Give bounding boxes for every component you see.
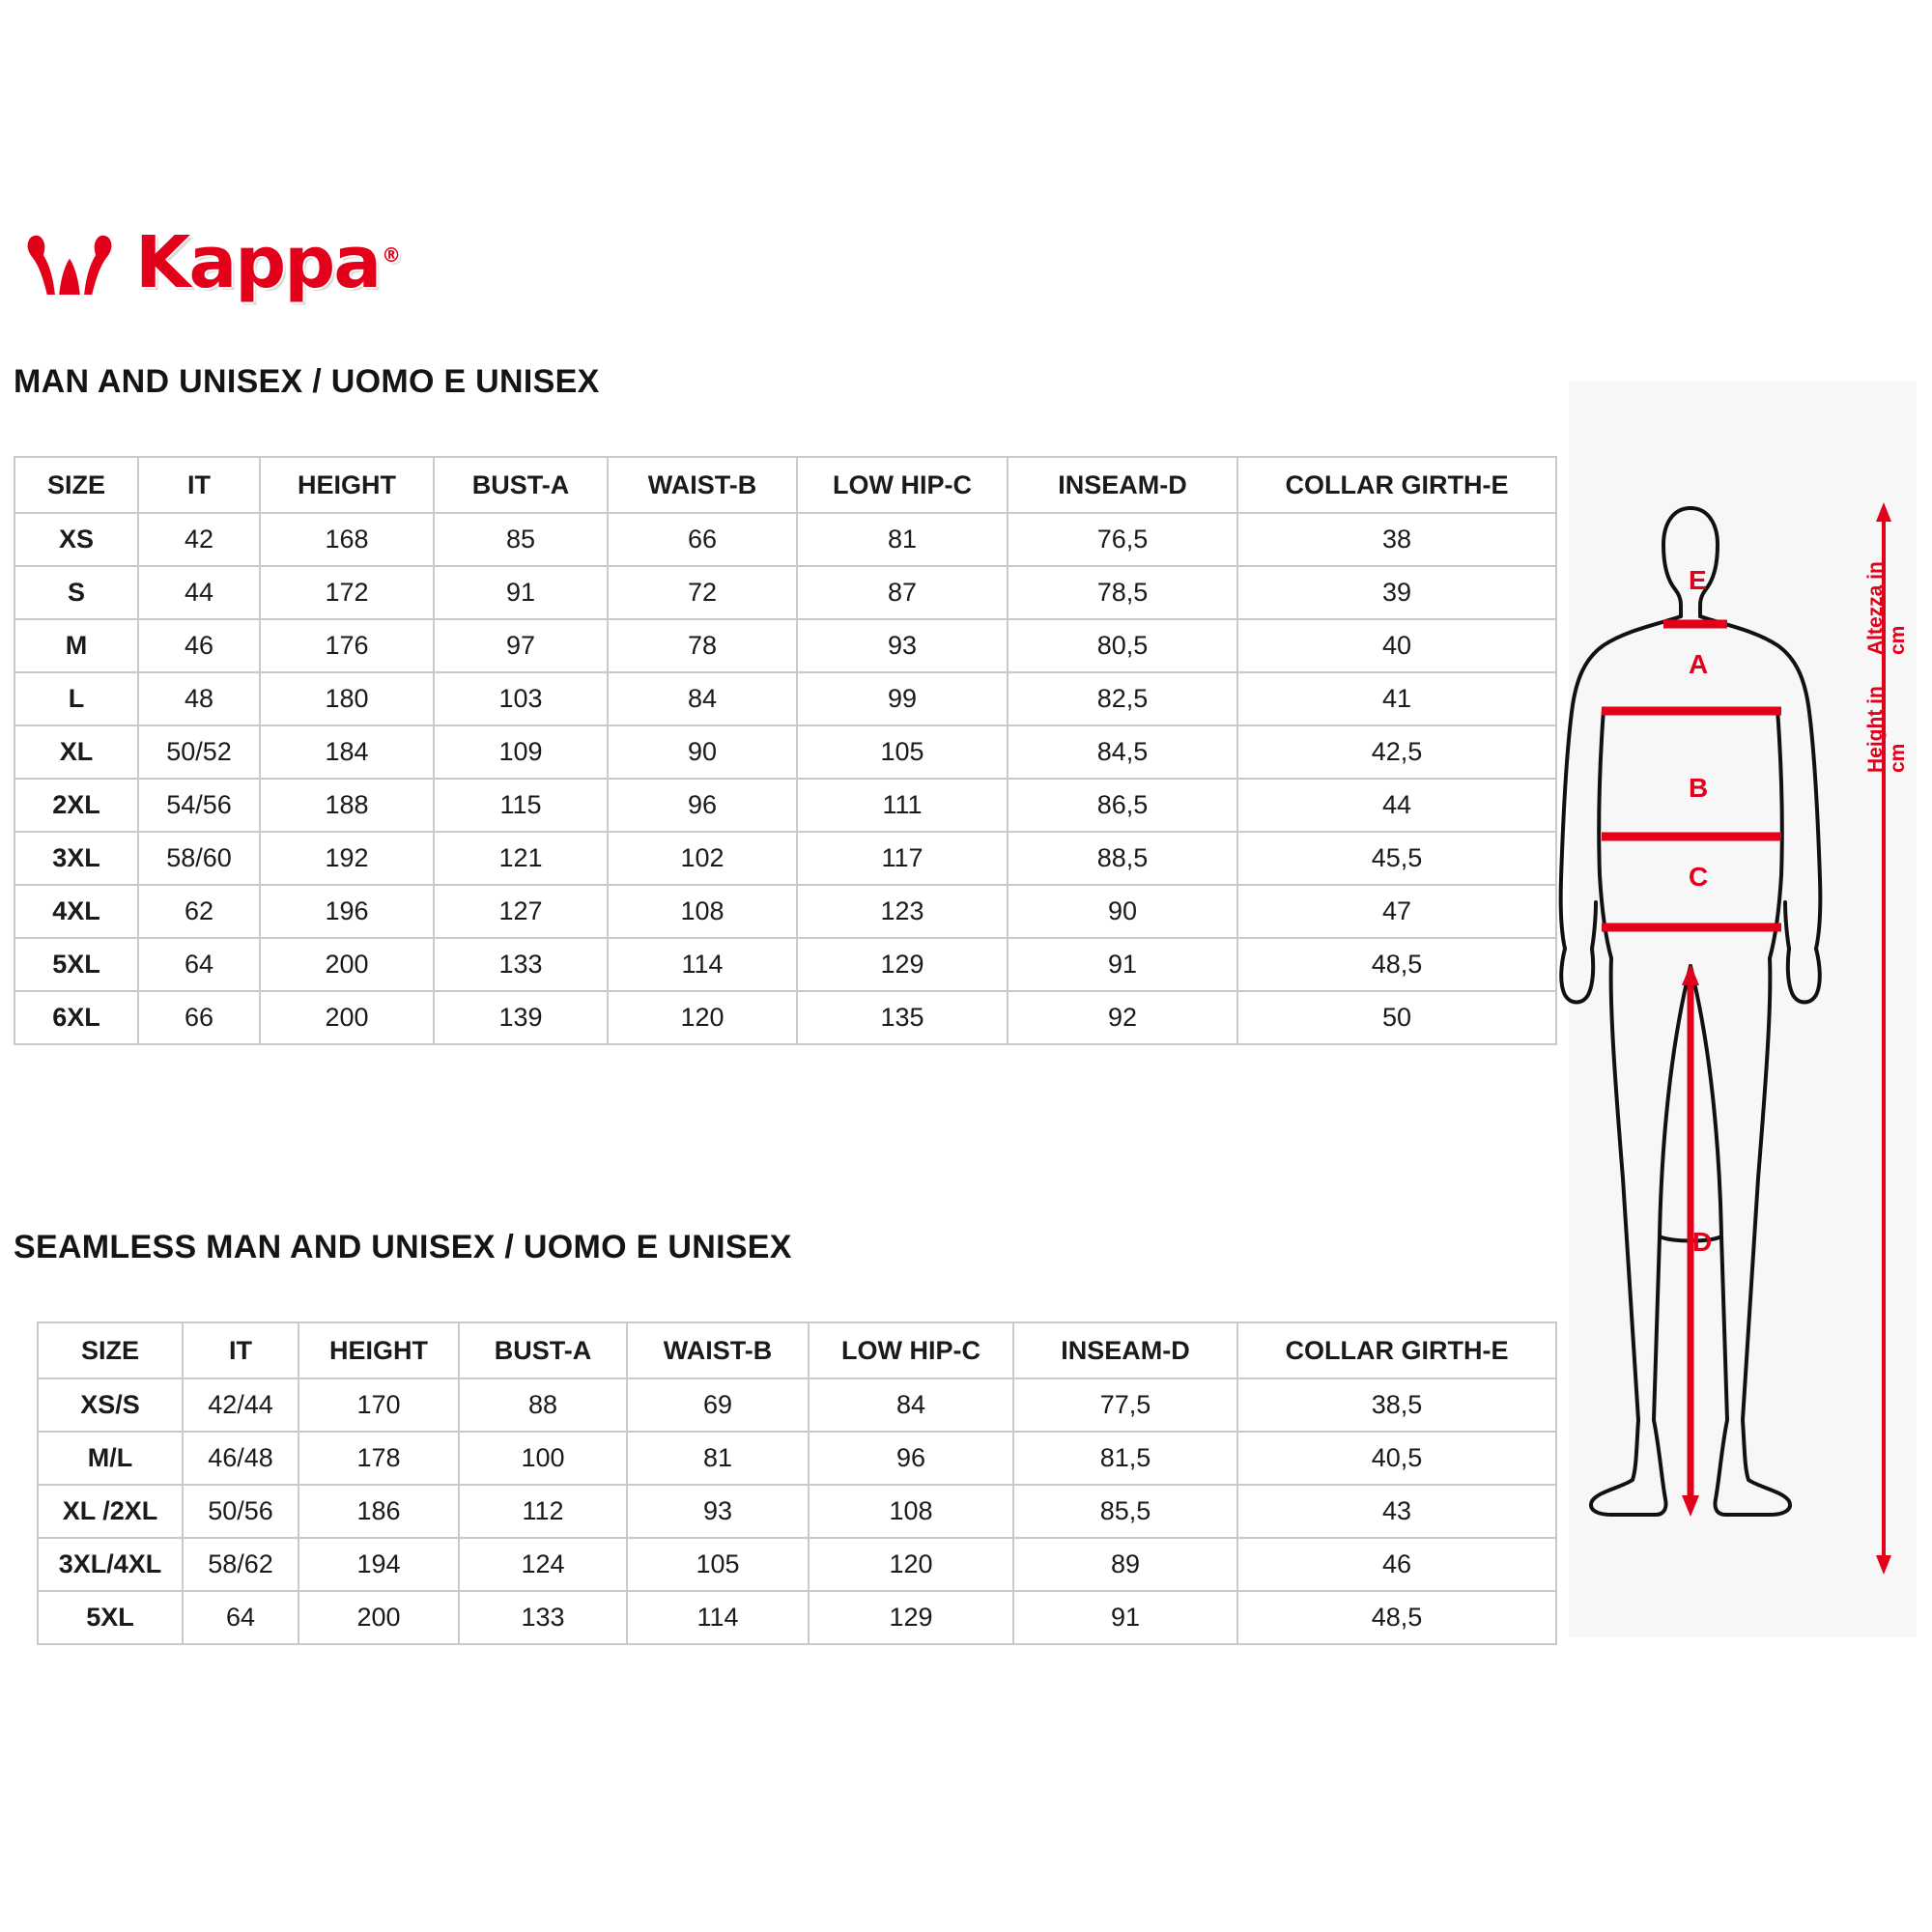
cell-size: XS/S — [38, 1378, 183, 1432]
table-row — [38, 1432, 1556, 1485]
cell-low-hip: 84 — [809, 1378, 1013, 1432]
cell-inseam: 92 — [1008, 991, 1237, 1044]
cell-collar-girth: 41 — [1237, 672, 1556, 725]
cell-height: 170 — [298, 1378, 459, 1432]
section-title-man: MAN AND UNISEX / UOMO E UNISEX — [14, 363, 600, 400]
cell-waist: 105 — [627, 1538, 809, 1591]
table-row — [38, 1485, 1556, 1538]
column-header-waist: WAIST-B — [627, 1322, 809, 1378]
cell-collar-girth: 39 — [1237, 566, 1556, 619]
height-axis-line — [1870, 502, 1899, 1584]
cell-low-hip: 135 — [797, 991, 1008, 1044]
cell-bust: 91 — [434, 566, 608, 619]
cell-bust: 103 — [434, 672, 608, 725]
cell-inseam: 85,5 — [1013, 1485, 1237, 1538]
cell-collar-girth: 38 — [1237, 513, 1556, 566]
cell-waist: 66 — [608, 513, 797, 566]
cell-waist: 78 — [608, 619, 797, 672]
cell-it: 50/52 — [138, 725, 260, 779]
cell-size: 3XL/4XL — [38, 1538, 183, 1591]
cell-it: 58/62 — [183, 1538, 298, 1591]
cell-waist: 96 — [608, 779, 797, 832]
cell-collar-girth: 45,5 — [1237, 832, 1556, 885]
column-header-size: SIZE — [14, 457, 138, 513]
cell-low-hip: 87 — [797, 566, 1008, 619]
table-row — [38, 1378, 1556, 1432]
cell-size: S — [14, 566, 138, 619]
cell-inseam: 80,5 — [1008, 619, 1237, 672]
table-row — [38, 1538, 1556, 1591]
cell-low-hip: 99 — [797, 672, 1008, 725]
cell-low-hip: 111 — [797, 779, 1008, 832]
cell-waist: 102 — [608, 832, 797, 885]
cell-bust: 112 — [459, 1485, 627, 1538]
cell-collar-girth: 47 — [1237, 885, 1556, 938]
cell-waist: 120 — [608, 991, 797, 1044]
cell-it: 48 — [138, 672, 260, 725]
table-row — [14, 991, 1556, 1044]
column-header-bust: BUST-A — [434, 457, 608, 513]
cell-bust: 100 — [459, 1432, 627, 1485]
cell-height: 178 — [298, 1432, 459, 1485]
cell-collar-girth: 44 — [1237, 779, 1556, 832]
cell-inseam: 91 — [1008, 938, 1237, 991]
cell-low-hip: 129 — [797, 938, 1008, 991]
cell-bust: 121 — [434, 832, 608, 885]
table-row — [14, 938, 1556, 991]
table-header-row — [14, 457, 1556, 513]
cell-collar-girth: 38,5 — [1237, 1378, 1556, 1432]
cell-it: 64 — [183, 1591, 298, 1644]
cell-inseam: 81,5 — [1013, 1432, 1237, 1485]
cell-height: 188 — [260, 779, 434, 832]
cell-size: XL /2XL — [38, 1485, 183, 1538]
table-row — [14, 832, 1556, 885]
cell-it: 46 — [138, 619, 260, 672]
cell-it: 44 — [138, 566, 260, 619]
cell-low-hip: 108 — [809, 1485, 1013, 1538]
table-row — [14, 725, 1556, 779]
cell-height: 176 — [260, 619, 434, 672]
cell-waist: 72 — [608, 566, 797, 619]
table-row — [14, 513, 1556, 566]
cell-low-hip: 96 — [809, 1432, 1013, 1485]
table-row — [14, 566, 1556, 619]
column-header-waist: WAIST-B — [608, 457, 797, 513]
cell-it: 58/60 — [138, 832, 260, 885]
cell-it: 46/48 — [183, 1432, 298, 1485]
table-row — [38, 1591, 1556, 1644]
cell-size: XS — [14, 513, 138, 566]
cell-bust: 109 — [434, 725, 608, 779]
cell-inseam: 86,5 — [1008, 779, 1237, 832]
cell-inseam: 90 — [1008, 885, 1237, 938]
kappa-wordmark-text: Kappa — [135, 221, 381, 304]
cell-height: 192 — [260, 832, 434, 885]
cell-low-hip: 93 — [797, 619, 1008, 672]
kappa-omini-icon — [17, 228, 122, 298]
cell-bust: 85 — [434, 513, 608, 566]
cell-size: XL — [14, 725, 138, 779]
cell-bust: 115 — [434, 779, 608, 832]
cell-size: 5XL — [38, 1591, 183, 1644]
cell-collar-girth: 50 — [1237, 991, 1556, 1044]
cell-size: 2XL — [14, 779, 138, 832]
column-header-it: IT — [138, 457, 260, 513]
column-header-it: IT — [183, 1322, 298, 1378]
cell-waist: 114 — [608, 938, 797, 991]
cell-height: 186 — [298, 1485, 459, 1538]
cell-inseam: 91 — [1013, 1591, 1237, 1644]
cell-height: 168 — [260, 513, 434, 566]
cell-height: 180 — [260, 672, 434, 725]
cell-waist: 90 — [608, 725, 797, 779]
cell-it: 64 — [138, 938, 260, 991]
cell-collar-girth: 40 — [1237, 619, 1556, 672]
size-table-seamless — [37, 1321, 1557, 1645]
marker-letter-a: A — [1689, 649, 1709, 679]
cell-height: 200 — [298, 1591, 459, 1644]
cell-waist: 108 — [608, 885, 797, 938]
column-header-height: HEIGHT — [298, 1322, 459, 1378]
column-header-height: HEIGHT — [260, 457, 434, 513]
cell-low-hip: 105 — [797, 725, 1008, 779]
section-title-seamless: SEAMLESS MAN AND UNISEX / UOMO E UNISEX — [14, 1229, 792, 1265]
table-header-row — [38, 1322, 1556, 1378]
column-header-collar-girth: COLLAR GIRTH-E — [1237, 1322, 1556, 1378]
cell-collar-girth: 48,5 — [1237, 1591, 1556, 1644]
cell-height: 200 — [260, 991, 434, 1044]
cell-size: 4XL — [14, 885, 138, 938]
size-table-man — [14, 456, 1557, 1045]
cell-low-hip: 129 — [809, 1591, 1013, 1644]
cell-it: 66 — [138, 991, 260, 1044]
cell-low-hip: 117 — [797, 832, 1008, 885]
column-header-low-hip: LOW HIP-C — [797, 457, 1008, 513]
marker-letter-c: C — [1689, 862, 1709, 892]
column-header-bust: BUST-A — [459, 1322, 627, 1378]
cell-collar-girth: 43 — [1237, 1485, 1556, 1538]
cell-collar-girth: 46 — [1237, 1538, 1556, 1591]
cell-size: 5XL — [14, 938, 138, 991]
cell-low-hip: 81 — [797, 513, 1008, 566]
cell-collar-girth: 42,5 — [1237, 725, 1556, 779]
cell-size: 6XL — [14, 991, 138, 1044]
column-header-low-hip: LOW HIP-C — [809, 1322, 1013, 1378]
cell-bust: 97 — [434, 619, 608, 672]
height-label-en: Height in cm — [1864, 686, 1910, 773]
cell-bust: 127 — [434, 885, 608, 938]
cell-inseam: 76,5 — [1008, 513, 1237, 566]
cell-bust: 88 — [459, 1378, 627, 1432]
cell-inseam: 82,5 — [1008, 672, 1237, 725]
cell-it: 62 — [138, 885, 260, 938]
cell-bust: 139 — [434, 991, 608, 1044]
cell-inseam: 78,5 — [1008, 566, 1237, 619]
cell-it: 54/56 — [138, 779, 260, 832]
cell-waist: 93 — [627, 1485, 809, 1538]
registered-mark: ® — [382, 243, 400, 268]
column-header-inseam: INSEAM-D — [1013, 1322, 1237, 1378]
cell-inseam: 84,5 — [1008, 725, 1237, 779]
cell-inseam: 88,5 — [1008, 832, 1237, 885]
cell-height: 200 — [260, 938, 434, 991]
kappa-wordmark — [135, 221, 400, 304]
table-row — [14, 672, 1556, 725]
kappa-logo — [17, 221, 520, 304]
cell-waist: 114 — [627, 1591, 809, 1644]
column-header-inseam: INSEAM-D — [1008, 457, 1237, 513]
cell-inseam: 77,5 — [1013, 1378, 1237, 1432]
cell-size: 3XL — [14, 832, 138, 885]
marker-letter-d: D — [1692, 1227, 1713, 1257]
cell-low-hip: 120 — [809, 1538, 1013, 1591]
table-row — [14, 779, 1556, 832]
cell-waist: 84 — [608, 672, 797, 725]
cell-collar-girth: 48,5 — [1237, 938, 1556, 991]
column-header-size: SIZE — [38, 1322, 183, 1378]
cell-size: L — [14, 672, 138, 725]
table-row — [14, 885, 1556, 938]
cell-height: 172 — [260, 566, 434, 619]
cell-it: 50/56 — [183, 1485, 298, 1538]
cell-it: 42/44 — [183, 1378, 298, 1432]
table-row — [14, 619, 1556, 672]
cell-collar-girth: 40,5 — [1237, 1432, 1556, 1485]
cell-height: 184 — [260, 725, 434, 779]
cell-waist: 81 — [627, 1432, 809, 1485]
cell-low-hip: 123 — [797, 885, 1008, 938]
cell-bust: 133 — [459, 1591, 627, 1644]
height-label-it: Altezza in cm — [1864, 561, 1910, 656]
marker-letter-b: B — [1689, 773, 1709, 803]
cell-inseam: 89 — [1013, 1538, 1237, 1591]
cell-size: M/L — [38, 1432, 183, 1485]
cell-bust: 133 — [434, 938, 608, 991]
cell-size: M — [14, 619, 138, 672]
cell-it: 42 — [138, 513, 260, 566]
cell-bust: 124 — [459, 1538, 627, 1591]
cell-height: 196 — [260, 885, 434, 938]
marker-letter-e: E — [1689, 565, 1707, 595]
cell-waist: 69 — [627, 1378, 809, 1432]
cell-height: 194 — [298, 1538, 459, 1591]
column-header-collar-girth: COLLAR GIRTH-E — [1237, 457, 1556, 513]
